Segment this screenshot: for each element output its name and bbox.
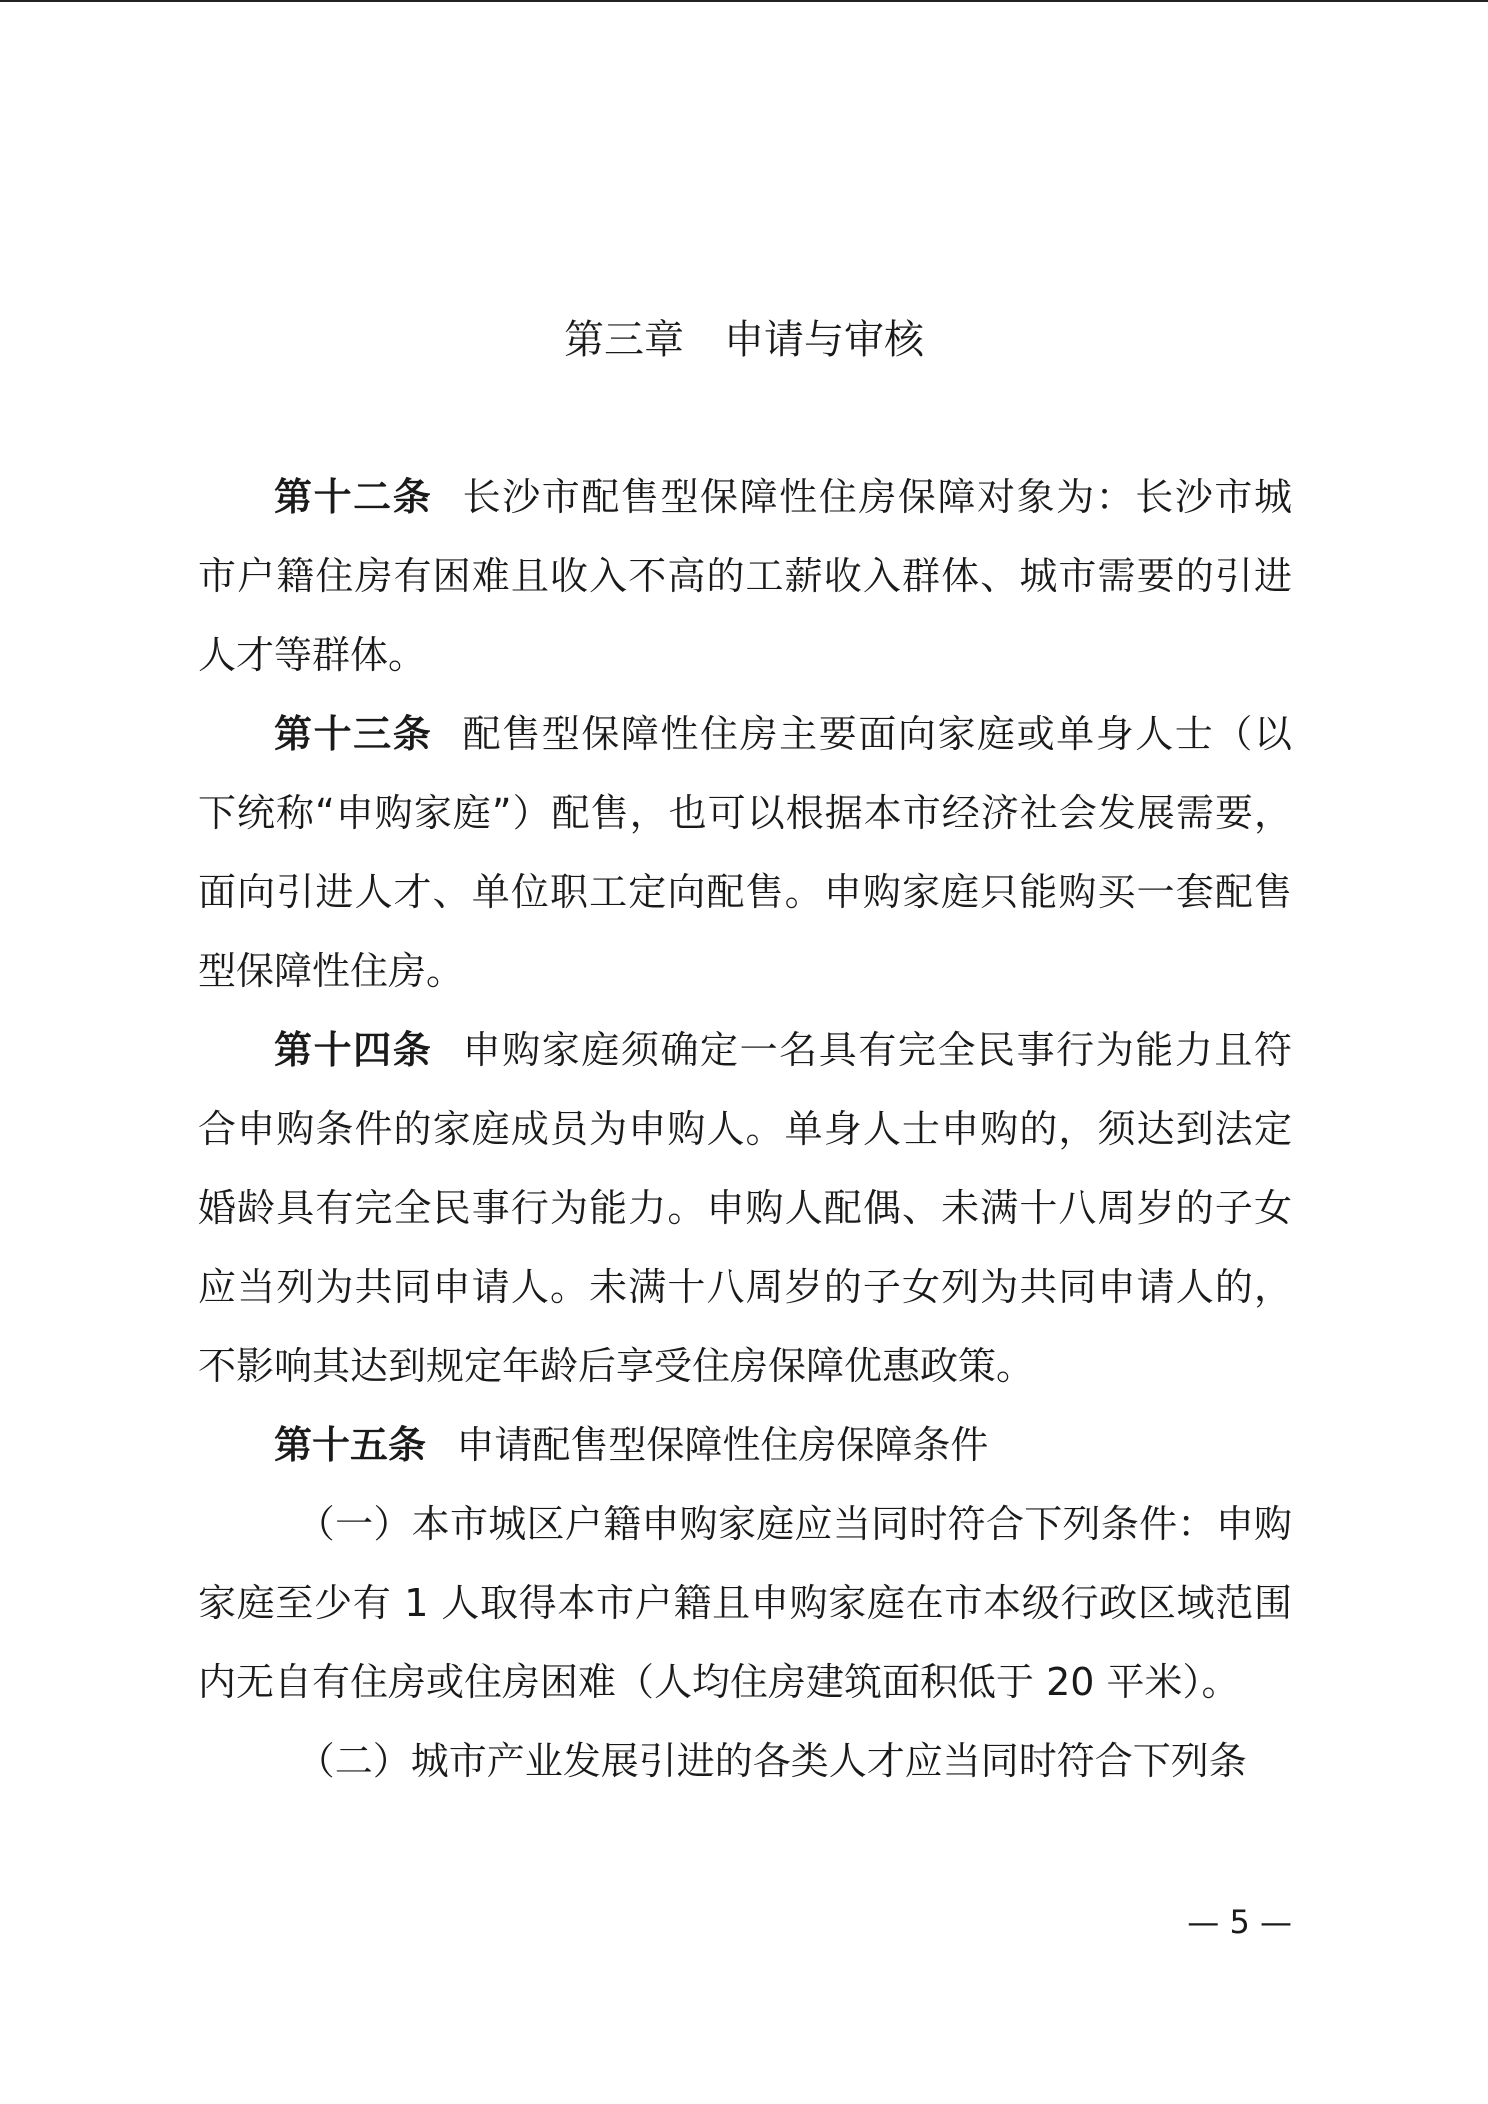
- article-paragraph: [198, 1406, 1292, 1485]
- article-text: 配售型保障性住房主要面向家庭或单身人士（以下统称“申购家庭”）配售，也可以根据本市经济社会发展需要，面向引进人才、单位职工定向配售。申购家庭只能购买一套配售型保障性住房。: [198, 712, 1292, 993]
- article-text: 申请配售型保障性住房保障条件: [456, 1423, 989, 1467]
- document-body: [198, 458, 1292, 1801]
- sub-item-paragraph: （二）城市产业发展引进的各类人才应当同时符合下列条: [296, 1739, 1247, 1783]
- article-paragraph: [198, 458, 1292, 695]
- article-text: 长沙市配售型保障性住房保障对象为：长沙市城市户籍住房有困难且收入不高的工薪收入群体、城市需要的引进人才等群体。: [198, 475, 1292, 677]
- page-number: — 5 —: [1187, 1903, 1292, 1941]
- article-heading: 第十四条: [274, 1028, 433, 1072]
- article-heading: 第十五条: [274, 1423, 427, 1467]
- article-paragraph: [198, 1011, 1292, 1406]
- top-border-line: [0, 0, 1488, 2]
- chapter-title: 第三章 申请与审核: [564, 317, 924, 363]
- article-paragraph: [198, 695, 1292, 1011]
- article-heading: 第十三条: [274, 712, 433, 756]
- article-text: 申购家庭须确定一名具有完全民事行为能力且符合申购条件的家庭成员为申购人。单身人士申购的，须达到法定婚龄具有完全民事行为能力。申购人配偶、未满十八周岁的子女应当列为共同申请人。未满十八周岁的子女列为共同申请人的，不影响其达到规定年龄后享受住房保障优惠政策。: [198, 1028, 1292, 1388]
- article-heading: 第十二条: [274, 475, 433, 519]
- sub-item-paragraph: （一）本市城区户籍申购家庭应当同时符合下列条件：申购家庭至少有 1 人取得本市户籍且申购家庭在市本级行政区域范围内无自有住房或住房困难（人均住房建筑面积低于 20 平米）。: [198, 1502, 1292, 1704]
